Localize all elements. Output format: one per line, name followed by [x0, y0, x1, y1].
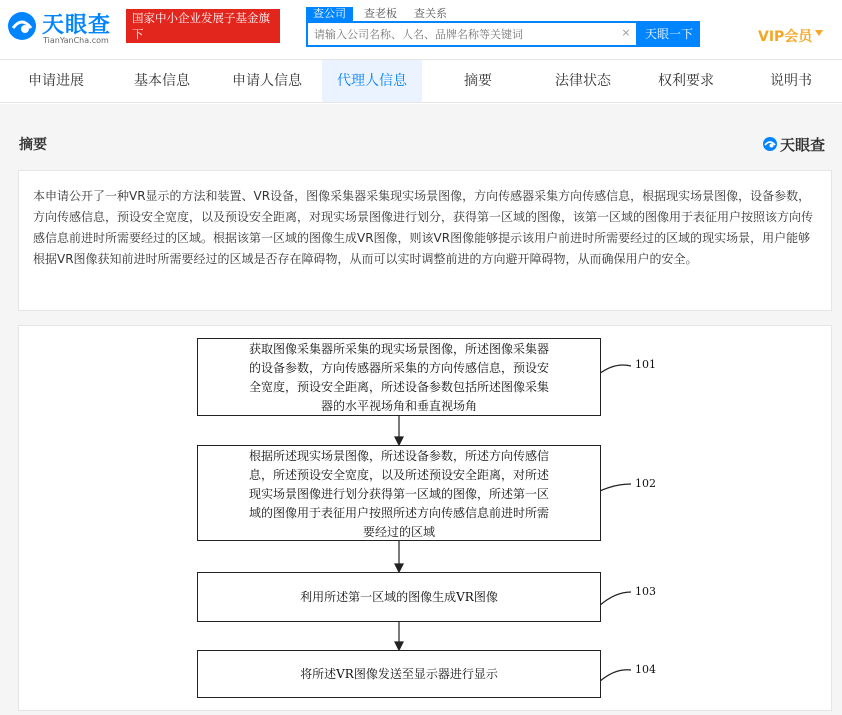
badge-line-1: 国家中小企业发展子基金旗下: [132, 11, 270, 41]
badge-line-2: 官方备案企业征信机构: [132, 43, 247, 57]
step-label-101: 101: [635, 358, 656, 371]
flow-line: 器的水平视场角和垂直视场角: [320, 399, 477, 413]
flow-step-102: [197, 445, 601, 541]
top-header: [0, 0, 842, 58]
abstract-figure: [18, 325, 832, 711]
tab-specification[interactable]: 说明书: [770, 73, 812, 89]
search-input[interactable]: [308, 23, 608, 45]
search-tab-relation[interactable]: 查关系: [414, 7, 447, 20]
flow-line: 息，所述预设安全宽度，以及所述预设安全距离，对所述: [248, 468, 549, 482]
flow-line: 的设备参数，方向传感器所采集的方向传感信息，预设安: [248, 361, 549, 375]
flow-step-104: [197, 650, 601, 698]
abstract-text: 本申请公开了一种VR显示的方法和装置、VR设备，图像采集器采集现实场景图像，方向传感器采集方向传感信息，根据现实场景图像，设备参数，方向传感信息，预设安全宽度，以及预设安全距离，对现实场景图像进行划分，获得第一区域的图像，该第一区域的图像用于表征用户按照该方向传感信息前进时所需要经过的区域。根据该第一区域的图像生成VR图像，则该VR图像能够提示该用户前进时所需要经过的区域的现实场景，用户能够根据VR图像获知前进时所需要经过的区域是否存在障碍物，从而可以实时调整前进的方向避开障碍物，从而确保用户的安全。: [33, 189, 814, 266]
flow-line: 根据所述现实场景图像，所述设备参数，所述方向传感信: [248, 449, 549, 463]
flow-line: 利用所述第一区域的图像生成VR图像: [300, 590, 498, 604]
tab-application-progress[interactable]: 申请进展: [28, 73, 84, 89]
detail-nav: [0, 59, 842, 103]
vip-member-link[interactable]: VIP会员: [758, 29, 813, 45]
flow-step-103: [197, 572, 601, 622]
tab-applicant-info[interactable]: 申请人信息: [232, 73, 302, 89]
tianyancha-logo[interactable]: [6, 6, 118, 50]
search-button[interactable]: 天眼一下: [638, 21, 700, 47]
brand-text: 天眼查: [780, 136, 826, 154]
official-badge: [126, 9, 280, 57]
logo-text: 天眼查: [42, 13, 112, 38]
step-label-102: 102: [635, 477, 656, 490]
step-label-104: 104: [635, 663, 656, 676]
logo-domain: TianYanCha.com: [43, 36, 109, 45]
flow-line: 现实场景图像进行划分获得第一区域的图像，所述第一区: [248, 487, 549, 501]
tab-agent-info[interactable]: 代理人信息: [322, 60, 422, 102]
flow-step-101: [197, 338, 601, 416]
search-tab-boss[interactable]: 查老板: [364, 7, 397, 20]
section-title: 摘要: [19, 137, 47, 153]
flow-line: 将所述VR图像发送至显示器进行显示: [300, 667, 498, 681]
tab-basic-info[interactable]: 基本信息: [134, 73, 190, 89]
flow-line: 全宽度，预设安全距离，所述设备参数包括所述图像采集: [248, 380, 549, 394]
search-box: [306, 21, 638, 47]
tab-abstract[interactable]: 摘要: [464, 73, 492, 89]
tab-claims[interactable]: 权利要求: [658, 73, 714, 89]
flow-line: 获取图像采集器所采集的现实场景图像，所述图像采集器: [248, 342, 549, 356]
eye-logo-icon: [6, 10, 38, 42]
clear-icon[interactable]: ×: [621, 26, 631, 39]
flow-line: 域的图像用于表征用户按照所述方向传感信息前进时所需: [248, 506, 549, 520]
chevron-down-icon[interactable]: [815, 30, 823, 36]
eye-logo-icon: [762, 136, 778, 152]
step-label-103: 103: [635, 585, 656, 598]
tab-legal-status[interactable]: 法律状态: [555, 73, 611, 89]
search-tab-company[interactable]: 查公司: [306, 7, 353, 21]
flow-line: 要经过的区域: [362, 525, 435, 539]
abstract-text-box: [18, 170, 832, 311]
